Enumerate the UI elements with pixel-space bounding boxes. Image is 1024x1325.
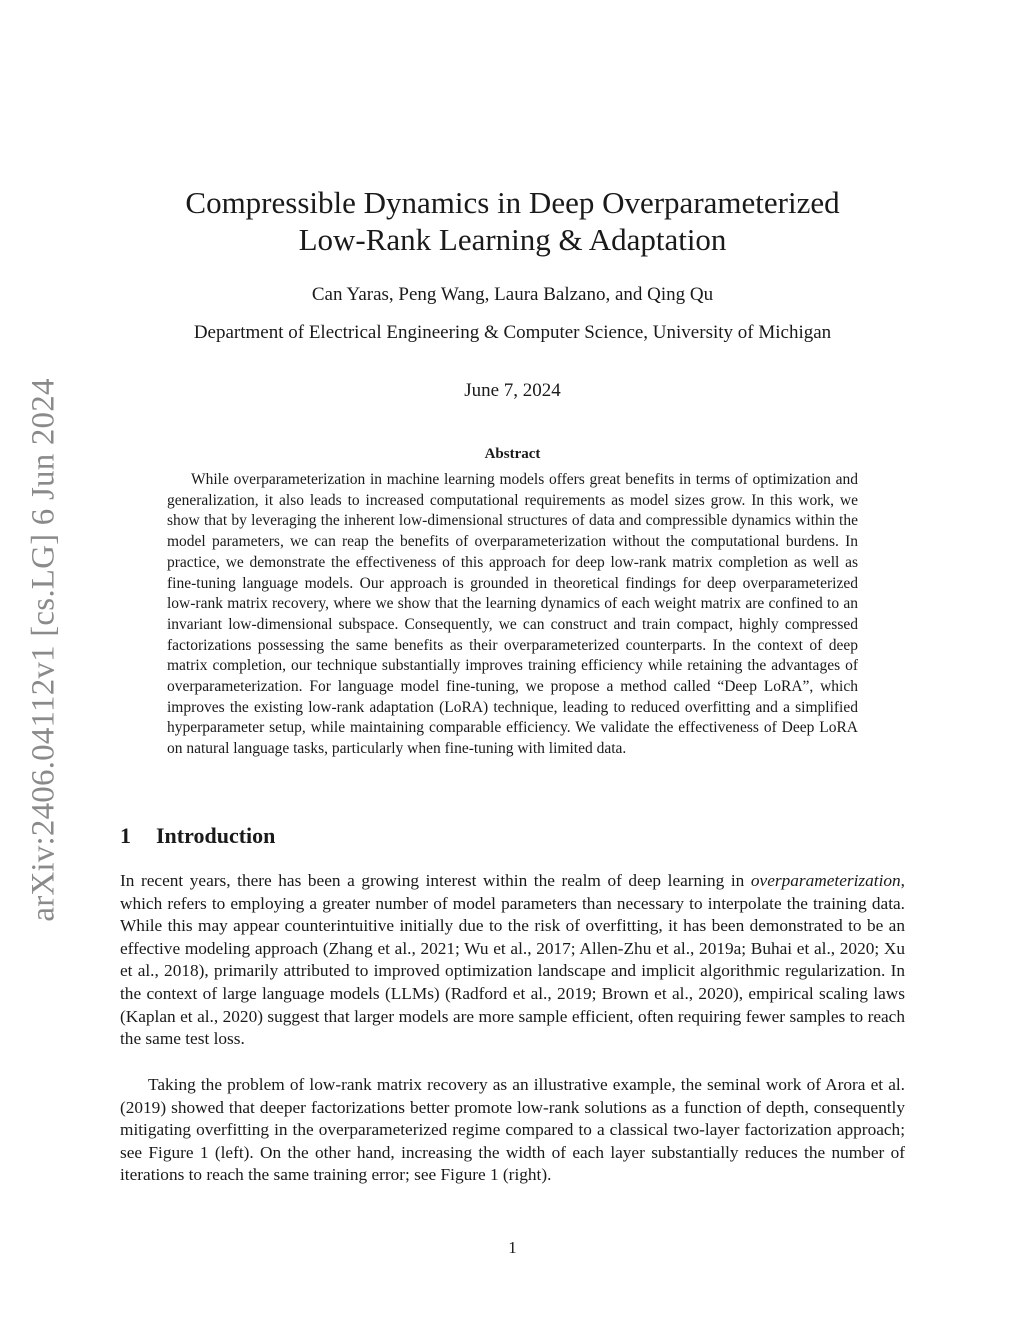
section-number: 1 [120, 823, 131, 848]
title-line-1: Compressible Dynamics in Deep Overparameterized [185, 185, 840, 220]
title-line-2: Low-Rank Learning & Adaptation [298, 222, 727, 257]
paragraph-1-text-end: , which refers to employing a greater number of model parameters than necessary to interpolate the training data. While this may appear counterintuitive initially due to the risk of overfitting, it has been demonstrated to be an effective modeling approach (Zhang et al., 2021; Wu et al., 2017; Allen-Zhu et al., 2019a; Buhai et al., 2020; Xu et al., 2018), primarily attributed to improved optimization landscape and implicit algorithmic regularization. In the context of large language models (LLMs) (Radford et al., 2019; Brown et al., 2020), empirical scaling laws (Kaplan et al., 2020) suggest that larger models are more sample efficient, often requiring fewer samples to reach the same test loss. [120, 871, 905, 1049]
paper-title [120, 184, 905, 258]
paragraph-1-text-start: In recent years, there has been a growing interest within the realm of deep learning in [120, 871, 751, 890]
abstract-text: While overparameterization in machine learning models offers great benefits in terms of optimization and generalization, it also leads to increased computational requirements as model sizes grow. In this work, we show that by leveraging the inherent low-dimensional structures of data and compressible dynamics within the model parameters, we can reap the benefits of overparameterization without the computational burdens. In practice, we demonstrate the effectiveness of this approach for deep low-rank matrix completion as well as fine-tuning language models. Our approach is grounded in theoretical findings for deep overparameterized low-rank matrix recovery, where we show that the learning dynamics of each weight matrix are confined to an invariant low-dimensional subspace. Consequently, we can construct and train compact, highly compressed factorizations possessing the same benefits as their overparameterized counterparts. In the context of deep matrix completion, our technique substantially improves training efficiency while retaining the advantages of overparameterization. For language model fine-tuning, we propose a method called “Deep LoRA”, which improves the existing low-rank adaptation (LoRA) technique, leading to reduced overfitting and a simplified hyperparameter setup, while maintaining comparable efficiency. We validate the effectiveness of Deep LoRA on natural language tasks, particularly when fine-tuning with limited data. [167, 471, 858, 758]
section-title: Introduction [156, 823, 276, 848]
arxiv-identifier-stamp: arXiv:2406.04112v1 [cs.LG] 6 Jun 2024 [25, 378, 62, 922]
section-heading-introduction [120, 823, 275, 849]
author-list: Can Yaras, Peng Wang, Laura Balzano, and Qing Qu [311, 284, 714, 305]
intro-paragraph-1 [120, 870, 905, 1051]
intro-paragraph-2: Taking the problem of low-rank matrix recovery as an illustrative example, the seminal work of Arora et al. (2019) showed that deeper factorizations better promote low-rank solutions as a function of depth, consequently mitigating overfitting in the overparameterized regime compared to a classical two-layer factorization approach; see Figure 1 (left). On the other hand, increasing the width of each layer substantially reduces the number of iterations to reach the same training error; see Figure 1 (right). [120, 1075, 905, 1185]
publication-date: June 7, 2024 [464, 380, 561, 401]
abstract-heading: Abstract [484, 446, 541, 462]
author-affiliation: Department of Electrical Engineering & Computer Science, University of Michigan [193, 322, 832, 343]
paragraph-1-emphasis: overparameterization [750, 871, 901, 890]
page-number: 1 [508, 1238, 517, 1257]
